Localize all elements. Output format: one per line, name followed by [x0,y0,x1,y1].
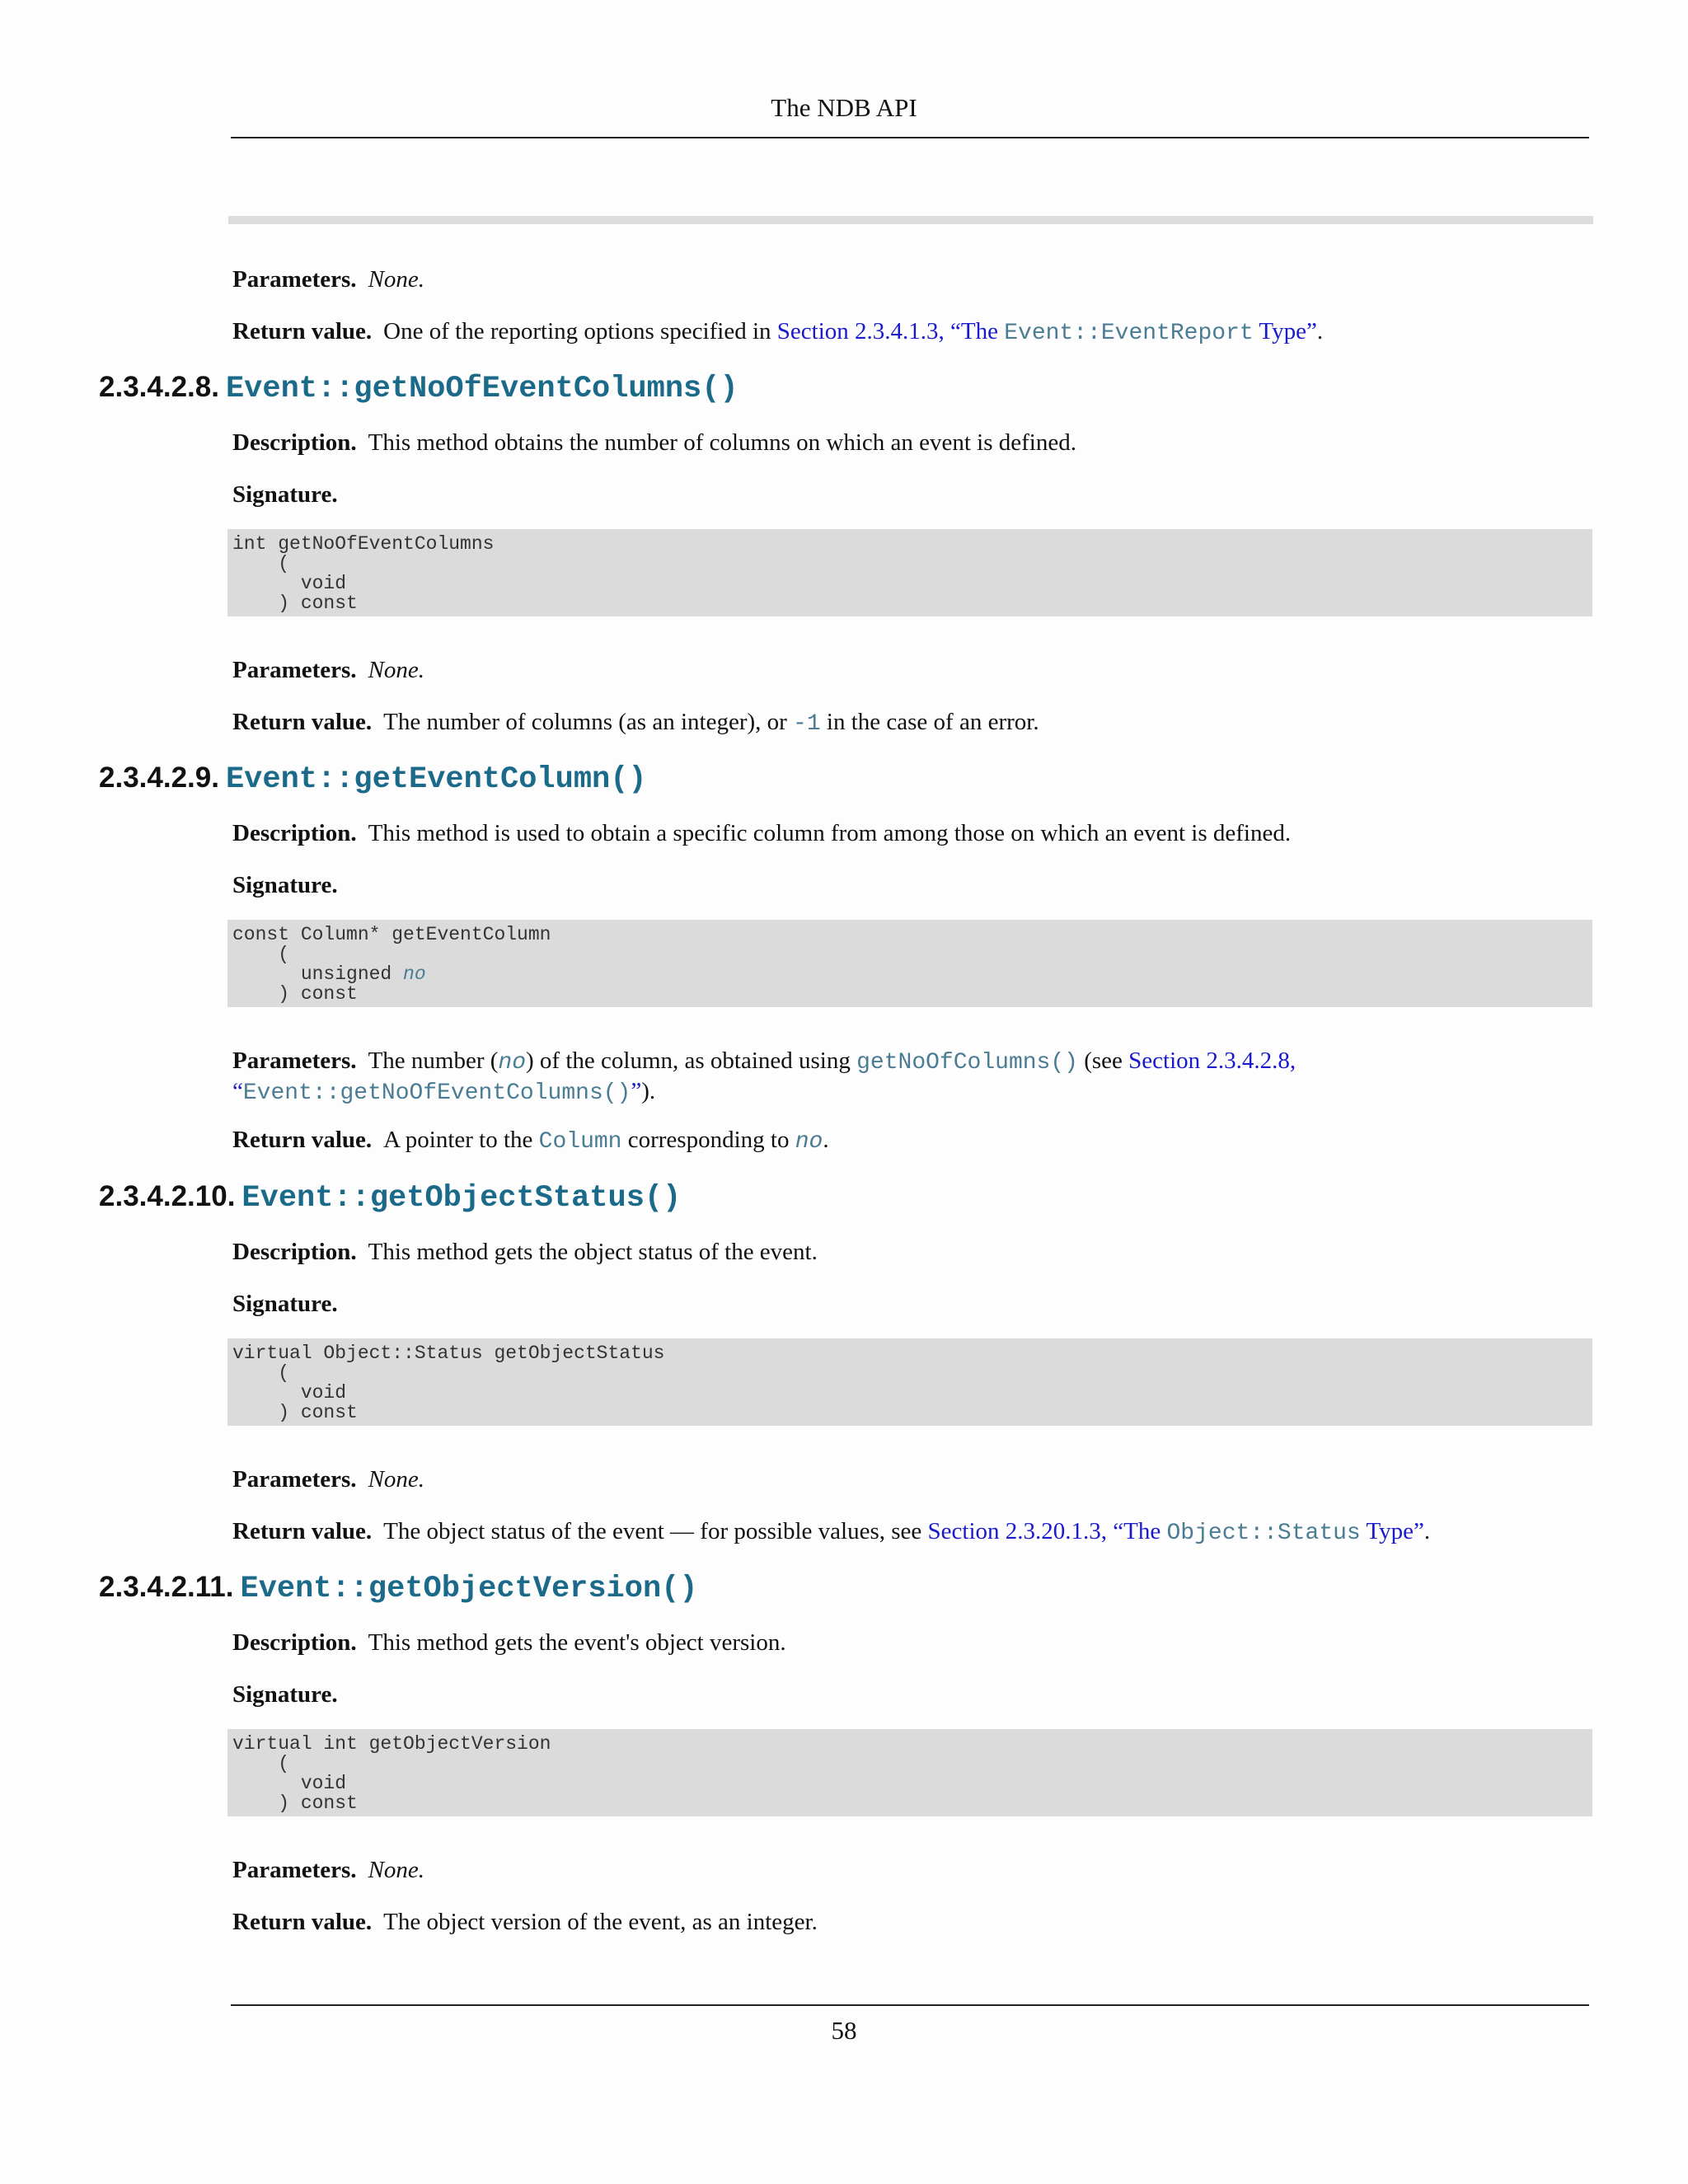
section-link-eventreport[interactable] [777,318,1317,344]
description-label: Description. [232,1239,357,1265]
code-line: const Column* getEventColumn [232,924,551,945]
return-value-paragraph [232,1517,1584,1548]
code-line [232,964,1592,984]
signature-label-text: Signature. [232,1291,338,1317]
parameters-text: The number ( [368,1047,499,1074]
page-number: 58 [831,2016,857,2045]
signature-label [232,1680,1584,1708]
code-block-signature [227,1729,1592,1816]
return-value-text-mid: corresponding to [627,1127,790,1153]
signature-label [232,480,1584,509]
code-parameter: no [403,963,426,985]
section-title: Event::getEventColumn() [225,762,647,797]
link-quote-close[interactable]: ” [631,1078,642,1104]
section-heading-getobjectstatus [99,1180,681,1216]
inline-code: Column [538,1129,622,1155]
return-value-paragraph [232,1126,1584,1156]
parameters-paragraph [232,1856,1584,1884]
code-line: void [232,1773,347,1794]
section-title: Event::getObjectStatus() [241,1181,682,1216]
link-quote-open[interactable]: “ [232,1078,243,1104]
inline-code: -1 [793,711,821,737]
code-line: ) const [232,593,358,614]
section-link-2-3-4-2-8[interactable]: Section 2.3.4.2.8, [1128,1047,1296,1074]
code-line-text: unsigned [232,963,404,985]
section-number: 2.3.4.2.11. [99,1571,234,1603]
code-box-end-band [228,216,1593,224]
code-line: ( [232,944,290,965]
section-number: 2.3.4.2.10. [99,1180,236,1212]
period: . [823,1127,829,1153]
inline-code-param: no [498,1050,527,1076]
code-line: ) const [232,1402,358,1423]
link-text[interactable]: Section 2.3.4.1.3, “The [776,318,998,344]
link-code[interactable]: Event::EventReport [1004,321,1254,346]
return-value-text: A pointer to the [383,1127,533,1153]
link-code[interactable]: Event::getNoOfEventColumns() [242,1080,631,1106]
section-heading-geteventcolumn [99,762,647,797]
parameters-text-mid: ) of the column, as obtained using [526,1047,851,1074]
description-text: This method obtains the number of columns on which an event is defined. [368,429,1076,456]
return-value-paragraph [232,1908,1584,1936]
header-rule [231,137,1589,138]
section-link-object-status[interactable] [928,1518,1424,1544]
description-text: This method gets the event's object version. [368,1629,786,1656]
section-title: Event::getObjectVersion() [240,1572,698,1606]
code-block-signature [227,529,1592,616]
parameters-paragraph [232,1047,1584,1108]
parameters-paragraph [232,1465,1584,1493]
return-value-text: The object version of the event, as an integer. [383,1909,818,1935]
description-text: This method is used to obtain a specific column from among those on which an event is defined. [368,820,1292,846]
inline-code-method: getNoOfColumns() [856,1050,1078,1076]
code-line: ( [232,1753,290,1774]
parameters-text: None. [368,266,425,293]
inline-code-param: no [795,1129,823,1155]
section-heading-getobjectversion [99,1571,698,1606]
code-line: ( [232,1362,290,1384]
signature-label-text: Signature. [232,872,338,898]
parameters-label: Parameters. [232,1857,357,1883]
parameters-label: Parameters. [232,1466,357,1493]
link-text[interactable]: Section 2.3.20.1.3, “The [927,1518,1161,1544]
parameters-text: None. [368,1466,425,1493]
intro-parameters [232,265,1584,293]
description-paragraph [232,1238,1584,1266]
code-line: ( [232,553,290,574]
code-line: int getNoOfEventColumns [232,533,495,555]
return-value-text: One of the reporting options specified in [383,318,771,344]
parameters-see: (see [1084,1047,1123,1074]
section-link-title[interactable] [232,1078,641,1104]
signature-label-text: Signature. [232,481,338,508]
code-line: virtual int getObjectVersion [232,1733,551,1755]
return-value-label: Return value. [232,1909,373,1935]
signature-label-text: Signature. [232,1681,338,1708]
code-line: void [232,573,347,594]
code-block-signature [227,920,1592,1007]
return-value-label: Return value. [232,318,373,344]
link-text-end[interactable]: Type” [1366,1518,1424,1544]
link-code[interactable]: Object::Status [1166,1521,1361,1546]
page-header-title: The NDB API [771,93,917,122]
parameters-paragraph [232,656,1584,684]
parameters-label: Parameters. [232,657,357,683]
section-title: Event::getNoOfEventColumns() [225,372,738,406]
description-paragraph [232,1629,1584,1657]
parameters-label: Parameters. [232,266,357,293]
description-text: This method gets the object status of the event. [368,1239,818,1265]
description-paragraph [232,429,1584,457]
link-text-end[interactable]: Type” [1259,318,1317,344]
description-label: Description. [232,429,357,456]
return-value-label: Return value. [232,709,373,735]
section-number: 2.3.4.2.9. [99,762,219,794]
description-label: Description. [232,820,357,846]
intro-return-value [232,317,1584,348]
description-label: Description. [232,1629,357,1656]
period: . [1423,1518,1431,1544]
parameters-label: Parameters. [232,1047,357,1074]
section-number: 2.3.4.2.8. [99,371,219,403]
parameters-text: None. [368,1857,425,1883]
return-value-paragraph [232,708,1584,738]
code-line: ) const [232,1793,358,1814]
footer-rule [231,2004,1589,2006]
return-value-label: Return value. [232,1127,373,1153]
return-value-label: Return value. [232,1518,373,1544]
description-paragraph [232,819,1584,847]
code-line: virtual Object::Status getObjectStatus [232,1343,665,1364]
period: . [1316,318,1324,344]
parameters-text: None. [368,657,425,683]
return-value-text: The object status of the event — for possible values, see [383,1518,922,1544]
section-heading-getnoofeventcolumns [99,371,738,406]
code-line: void [232,1382,347,1404]
signature-label [232,1290,1584,1318]
return-value-text: The number of columns (as an integer), or [383,709,787,735]
parameters-end: ). [641,1078,656,1104]
signature-label [232,871,1584,899]
code-block-signature [227,1338,1592,1426]
code-line: ) const [232,983,358,1005]
return-value-text-end: in the case of an error. [826,709,1039,735]
